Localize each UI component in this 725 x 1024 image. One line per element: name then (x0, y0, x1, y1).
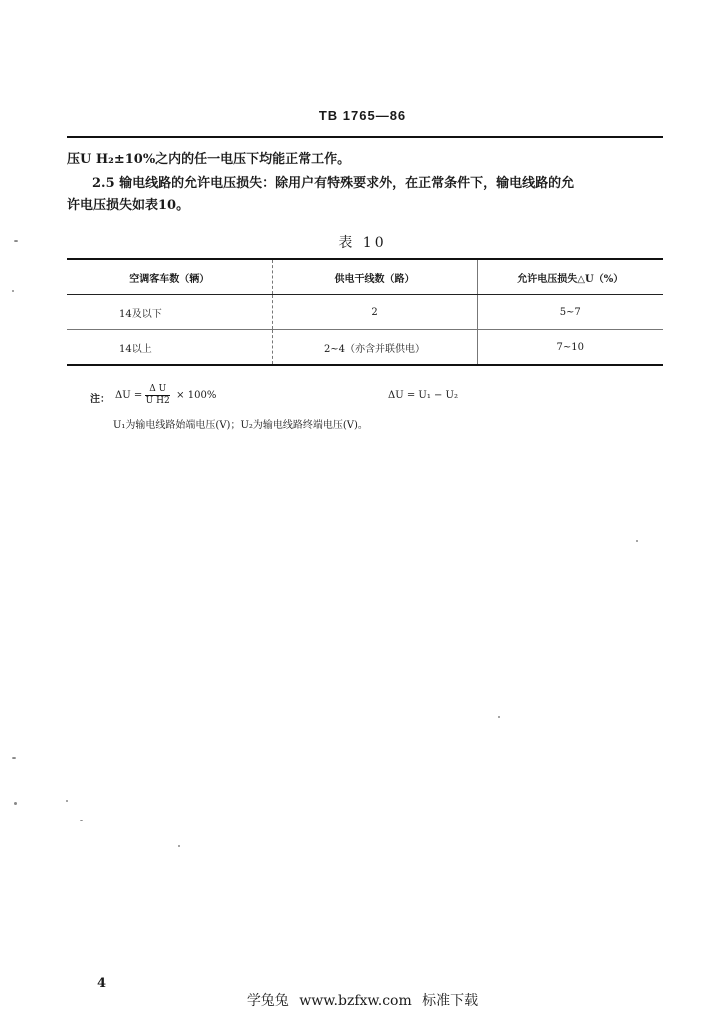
note-definitions: U₁为输电线路始端电压(V)；U₂为输电线路终端电压(V)。 (113, 420, 368, 431)
table-header-row (67, 259, 663, 295)
document-code: TB 1765—86 (318, 108, 407, 123)
scan-speck (80, 820, 83, 821)
table-row (67, 295, 663, 330)
voltage-difference-formula: ΔU = U₁ − U₂ (388, 390, 458, 401)
table-cell: 14以上 (67, 330, 272, 366)
page-number: 4 (97, 976, 107, 991)
formula-lhs: ΔU = (115, 390, 143, 401)
column-header: 空调客车数（辆） (67, 259, 272, 295)
formula-fraction (145, 384, 170, 407)
table-caption: 表 10 (338, 235, 387, 251)
column-header: 允许电压损失△U（%） (477, 259, 663, 295)
scan-speck (12, 757, 16, 759)
formula-rhs: × 100% (176, 390, 217, 401)
paragraph-continuation: 压U H₂±10%之内的任一电压下均能正常工作。 (67, 152, 351, 167)
table-row (67, 330, 663, 366)
formula-numerator: Δ U (145, 384, 170, 396)
note-label: 注： (90, 394, 110, 405)
paragraph-2-5-end: 许电压损失如表10。 (67, 198, 190, 213)
voltage-loss-table (67, 258, 663, 366)
header-rule (67, 136, 663, 138)
scan-speck (636, 540, 638, 542)
table-cell: 2~4（亦含并联供电） (272, 330, 477, 366)
scan-speck (498, 716, 500, 718)
scan-speck (12, 290, 14, 292)
formula-denominator: U H2 (145, 396, 170, 406)
voltage-loss-formula (115, 384, 216, 407)
paragraph-2-5: 2.5 输电线路的允许电压损失：除用户有特殊要求外，在正常条件下，输电线路的允 (92, 176, 575, 191)
table-cell: 2 (272, 295, 477, 330)
table-cell: 5~7 (477, 295, 663, 330)
scan-speck (14, 802, 17, 805)
scan-speck (178, 845, 180, 847)
scan-speck (66, 800, 68, 802)
footer-watermark: 学兔兔 www.bzfxw.com 标准下载 (246, 993, 479, 1009)
column-header: 供电干线数（路） (272, 259, 477, 295)
table-cell: 14及以下 (67, 295, 272, 330)
table-cell: 7~10 (477, 330, 663, 366)
scan-speck (14, 240, 18, 242)
